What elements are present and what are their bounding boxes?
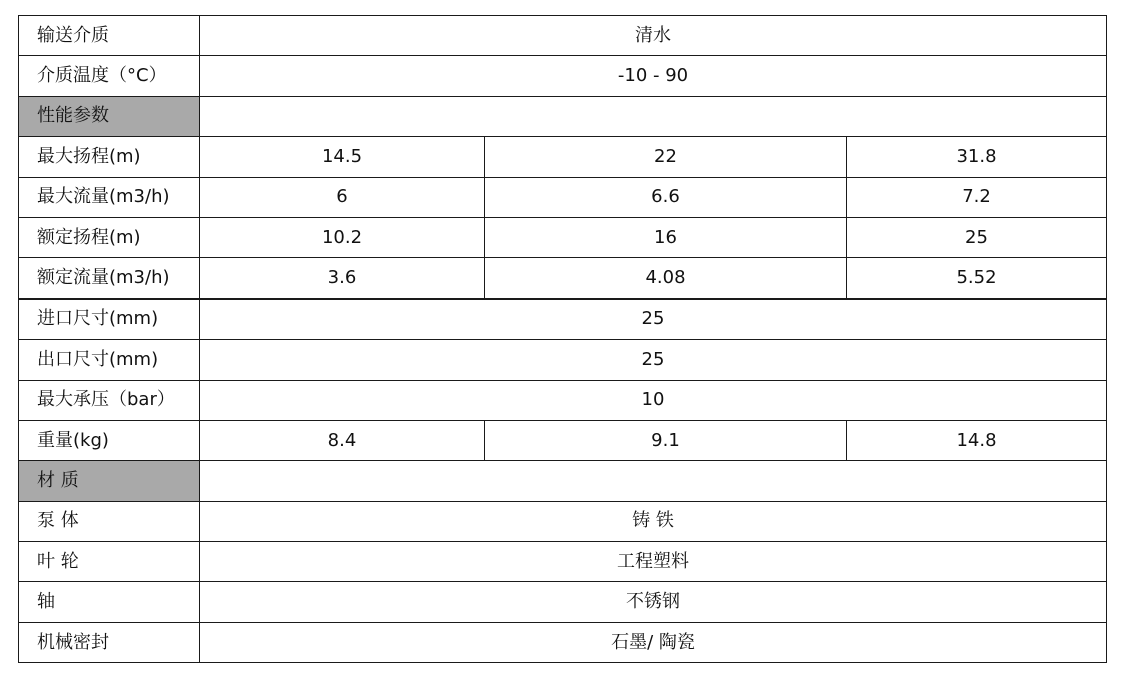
row-value: 6.6 bbox=[485, 177, 847, 217]
row-label: 介质温度（°C） bbox=[19, 56, 200, 96]
row-label: 泵 体 bbox=[19, 501, 200, 541]
row-value: 工程塑料 bbox=[200, 542, 1107, 582]
row-label: 最大承压（bar） bbox=[19, 380, 200, 420]
row-label: 重量(kg) bbox=[19, 420, 200, 460]
table-row bbox=[19, 258, 1107, 299]
row-value: 7.2 bbox=[847, 177, 1107, 217]
row-value: 5.52 bbox=[847, 258, 1107, 299]
table-row bbox=[19, 542, 1107, 582]
table-row bbox=[19, 137, 1107, 177]
table-row bbox=[19, 177, 1107, 217]
section-header: 材 质 bbox=[19, 461, 200, 501]
table-row bbox=[19, 299, 1107, 340]
row-label: 最大流量(m3/h) bbox=[19, 177, 200, 217]
row-value: 25 bbox=[847, 217, 1107, 257]
row-value: 14.5 bbox=[200, 137, 485, 177]
row-value: 31.8 bbox=[847, 137, 1107, 177]
row-value: 25 bbox=[200, 299, 1107, 340]
row-value: 铸 铁 bbox=[200, 501, 1107, 541]
row-value: 8.4 bbox=[200, 420, 485, 460]
table-row bbox=[19, 622, 1107, 662]
row-label: 输送介质 bbox=[19, 16, 200, 56]
table-row bbox=[19, 380, 1107, 420]
row-value: 22 bbox=[485, 137, 847, 177]
row-value: -10 - 90 bbox=[200, 56, 1107, 96]
section-empty-cell bbox=[200, 96, 1107, 136]
row-value: 9.1 bbox=[485, 420, 847, 460]
row-label: 额定扬程(m) bbox=[19, 217, 200, 257]
section-row bbox=[19, 96, 1107, 136]
spec-table bbox=[18, 15, 1107, 663]
section-header: 性能参数 bbox=[19, 96, 200, 136]
row-label: 叶 轮 bbox=[19, 542, 200, 582]
row-label: 最大扬程(m) bbox=[19, 137, 200, 177]
row-value: 3.6 bbox=[200, 258, 485, 299]
row-value: 6 bbox=[200, 177, 485, 217]
row-value: 10 bbox=[200, 380, 1107, 420]
table-row bbox=[19, 16, 1107, 56]
table-row bbox=[19, 56, 1107, 96]
row-value: 石墨/ 陶瓷 bbox=[200, 622, 1107, 662]
row-value: 14.8 bbox=[847, 420, 1107, 460]
row-value: 10.2 bbox=[200, 217, 485, 257]
table-row bbox=[19, 217, 1107, 257]
row-value: 25 bbox=[200, 340, 1107, 380]
row-value: 清水 bbox=[200, 16, 1107, 56]
row-value: 不锈钢 bbox=[200, 582, 1107, 622]
table-row bbox=[19, 420, 1107, 460]
table-row bbox=[19, 340, 1107, 380]
row-value: 16 bbox=[485, 217, 847, 257]
row-label: 机械密封 bbox=[19, 622, 200, 662]
section-row bbox=[19, 461, 1107, 501]
row-value: 4.08 bbox=[485, 258, 847, 299]
row-label: 轴 bbox=[19, 582, 200, 622]
table-row bbox=[19, 582, 1107, 622]
table-row bbox=[19, 501, 1107, 541]
row-label: 出口尺寸(mm) bbox=[19, 340, 200, 380]
section-empty-cell bbox=[200, 461, 1107, 501]
row-label: 额定流量(m3/h) bbox=[19, 258, 200, 299]
row-label: 进口尺寸(mm) bbox=[19, 299, 200, 340]
